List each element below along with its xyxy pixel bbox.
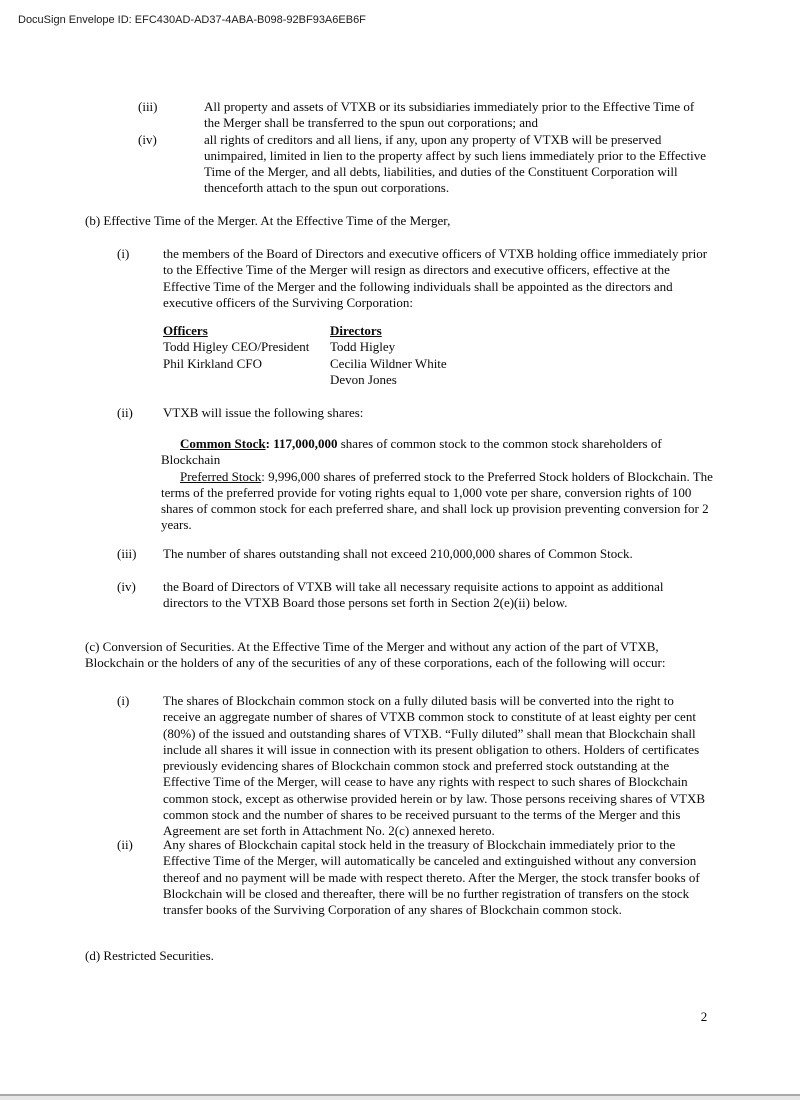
list-item [138, 99, 712, 132]
common-stock-label: Common Stock [180, 436, 266, 451]
preferred-stock-paragraph [161, 469, 713, 534]
officer-row: Todd Higley CEO/President [163, 339, 310, 355]
list-item-text: the members of the Board of Directors and executive officers of VTXB holding office immediately prior to the Effective Time of the Merger will resign as directors and executive officers, effective at the Effective Time of the Merger and the following individuals shall be appointed as the directors and executive officers of the Surviving Corporation: [163, 246, 708, 310]
list-item [117, 405, 711, 421]
page-bottom-edge [0, 1094, 800, 1100]
officers-header: Officers [163, 323, 208, 338]
list-item-text: Any shares of Blockchain capital stock held in the treasury of Blockchain immediately prior to the Effective Time of the Merger, will automatically be canceled and extinguished without any conversion thereof and no payment will be made with respect thereto. After the Merger, the stock transfer books of Blockchain will be closed and thereafter, there will be no further registration of transfers on the stock transfer books of the Surviving Corporation of any shares of Blockchain common stock. [163, 837, 700, 918]
list-item [138, 132, 712, 197]
officers-column [163, 323, 330, 388]
list-item [117, 579, 711, 612]
list-item-text: The shares of Blockchain common stock on a fully diluted basis will be converted into the right to receive an aggregate number of shares of VTXB common stock to constitute of at least eighty per cent (80%) of the issued and outstanding shares of VTXB. “Fully diluted” shall mean that Blockchain shall include all shares it will issue in connection with its present obligation to others. Holders of certificates previously evidencing shares of Blockchain common stock and preferred stock outstanding at the Effective Time of the Merger, will cease to have any rights with respect to such shares of Blockchain common stock, except as otherwise provided herein or by law. Those persons receiving shares of VTXB common stock and the number of shares to be received pursuant to the terms of the Merger and this Agreement are set forth in Attachment No. 2(c) annexed hereto. [163, 693, 706, 839]
list-item [117, 693, 711, 840]
list-item-label: (i) [117, 693, 130, 708]
list-item [117, 837, 711, 918]
section-d-heading: (d) Restricted Securities. [85, 948, 214, 963]
directors-column [330, 323, 530, 388]
list-item-text: all rights of creditors and all liens, if any, upon any property of VTXB will be preserved unimpaired, limited in lien to the property affect by such liens immediately prior to the Effective Time of the Merger, and all debts, liabilities, and duties of the Constituent Corporation will thenceforth attach to the spun out corporations. [204, 131, 707, 196]
list-item-label: (i) [117, 246, 130, 261]
officers-directors-table [163, 323, 530, 388]
director-row: Devon Jones [330, 371, 397, 387]
list-item-label: (iv) [138, 131, 157, 147]
section-a-items [138, 99, 712, 197]
officer-row: Phil Kirkland CFO [163, 355, 262, 371]
section-b-heading: (b) Effective Time of the Merger. At the Effective Time of the Merger, [85, 213, 451, 228]
common-stock-amount: 117,000,000 [273, 436, 338, 451]
common-stock-paragraph [161, 436, 713, 469]
list-item-label: (iv) [117, 579, 136, 594]
preferred-stock-text: : 9,996,000 shares of preferred stock to the Preferred Stock holders of Blockchain. The terms of the preferred provide for voting rights equal to 1,000 vote per share, conversion rights of 100 shares of common stock for each preferred share, and shall lock up provision preventing conversion for 2 years. [161, 468, 713, 533]
list-item-label: (ii) [117, 837, 133, 852]
share-issuance-paragraphs [161, 436, 713, 534]
list-item-text: VTXB will issue the following shares: [163, 405, 364, 420]
director-row: Todd Higley [330, 339, 396, 355]
list-item-text: All property and assets of VTXB or its subsidiaries immediately prior to the Effective Time of the Merger shall be transferred to the spun out corporations; and [204, 99, 695, 131]
director-row: Cecilia Wildner White [330, 355, 447, 371]
page-number: 2 [700, 1009, 708, 1024]
common-stock-text: shares of common stock to the common stock shareholders of Blockchain [161, 436, 662, 468]
list-item [117, 246, 711, 311]
list-item-label: (iii) [117, 546, 137, 561]
list-item-label: (iii) [138, 99, 158, 114]
list-item-text: the Board of Directors of VTXB will take all necessary requisite actions to appoint as additional directors to the VTXB Board those persons set forth in Section 2(e)(ii) below. [163, 579, 664, 611]
list-item-text: The number of shares outstanding shall not exceed 210,000,000 shares of Common Stock. [163, 546, 633, 561]
list-item [117, 546, 711, 562]
preferred-stock-label: Preferred Stock [180, 468, 262, 484]
directors-header: Directors [330, 323, 382, 338]
docusign-envelope-id: DocuSign Envelope ID: EFC430AD-AD37-4ABA-B098-92BF93A6EB6F [18, 14, 366, 26]
list-item-label: (ii) [117, 405, 133, 420]
colon-separator: : [265, 436, 274, 451]
section-c-heading: (c) Conversion of Securities. At the Effective Time of the Merger and without any action of the part of VTXB, Blockchain or the holders of any of the securities of any of these corporations, each of the following will occur: [85, 639, 666, 671]
